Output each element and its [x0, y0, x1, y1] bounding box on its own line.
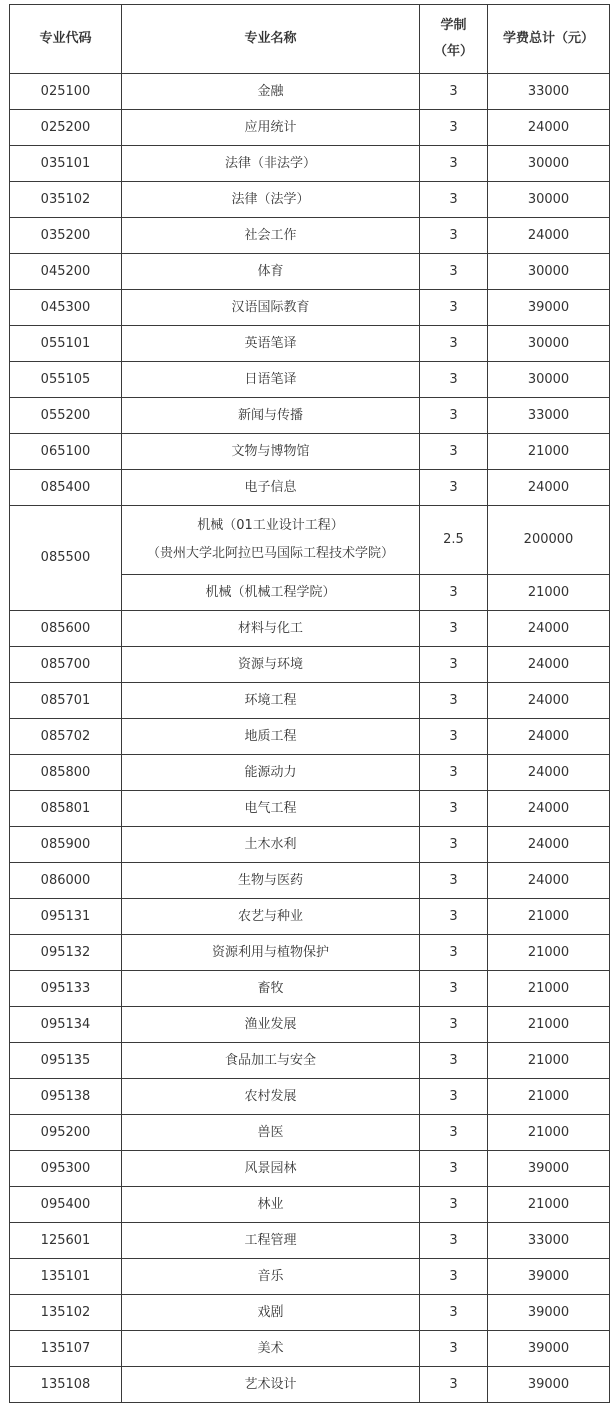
cell-duration: 3	[420, 863, 488, 899]
cell-fee: 39000	[488, 1259, 610, 1295]
cell-fee: 33000	[488, 398, 610, 434]
cell-fee: 21000	[488, 434, 610, 470]
cell-duration: 3	[420, 971, 488, 1007]
cell-fee: 24000	[488, 683, 610, 719]
header-row	[10, 5, 610, 74]
header-fee: 学费总计（元）	[488, 5, 610, 74]
cell-fee: 24000	[488, 719, 610, 755]
cell-code: 085400	[10, 470, 122, 506]
cell-fee: 200000	[488, 506, 610, 575]
table-row	[10, 110, 610, 146]
cell-name: 农村发展	[122, 1079, 420, 1115]
table-row	[10, 611, 610, 647]
cell-name: 音乐	[122, 1259, 420, 1295]
cell-fee: 21000	[488, 971, 610, 1007]
table-row-group	[10, 506, 610, 575]
cell-fee: 21000	[488, 1115, 610, 1151]
cell-duration: 3	[420, 575, 488, 611]
table-row	[10, 74, 610, 110]
cell-code: 135108	[10, 1367, 122, 1403]
table-row	[10, 326, 610, 362]
cell-name: 渔业发展	[122, 1007, 420, 1043]
cell-fee: 21000	[488, 899, 610, 935]
cell-name: 工程管理	[122, 1223, 420, 1259]
header-duration-line1: 学制	[440, 18, 467, 33]
cell-code: 025100	[10, 74, 122, 110]
table-row	[10, 935, 610, 971]
cell-code: 086000	[10, 863, 122, 899]
cell-name: 电气工程	[122, 791, 420, 827]
cell-name-line2: （贵州大学北阿拉巴马国际工程技术学院）	[146, 546, 394, 561]
cell-duration: 3	[420, 935, 488, 971]
table-row	[10, 398, 610, 434]
table-row	[10, 1043, 610, 1079]
cell-duration: 3	[420, 218, 488, 254]
cell-code: 085702	[10, 719, 122, 755]
cell-duration: 3	[420, 1151, 488, 1187]
cell-fee: 24000	[488, 755, 610, 791]
cell-fee: 21000	[488, 1043, 610, 1079]
cell-name: 生物与医药	[122, 863, 420, 899]
cell-fee: 21000	[488, 1187, 610, 1223]
cell-duration: 3	[420, 434, 488, 470]
cell-fee: 24000	[488, 611, 610, 647]
cell-code: 135102	[10, 1295, 122, 1331]
table-row	[10, 1295, 610, 1331]
cell-code: 085700	[10, 647, 122, 683]
table-row	[10, 434, 610, 470]
tuition-table	[9, 4, 610, 1403]
cell-code: 035200	[10, 218, 122, 254]
cell-fee: 30000	[488, 146, 610, 182]
cell-code: 095133	[10, 971, 122, 1007]
cell-code: 035102	[10, 182, 122, 218]
cell-code: 095131	[10, 899, 122, 935]
cell-fee: 21000	[488, 575, 610, 611]
cell-duration: 3	[420, 827, 488, 863]
cell-duration: 3	[420, 362, 488, 398]
cell-fee: 21000	[488, 1007, 610, 1043]
cell-duration: 3	[420, 470, 488, 506]
cell-duration: 3	[420, 74, 488, 110]
cell-duration: 3	[420, 1079, 488, 1115]
cell-duration: 3	[420, 1367, 488, 1403]
cell-fee: 24000	[488, 110, 610, 146]
cell-code: 085900	[10, 827, 122, 863]
cell-duration: 3	[420, 398, 488, 434]
cell-fee: 39000	[488, 1151, 610, 1187]
cell-duration: 3	[420, 611, 488, 647]
header-duration-line2: （年）	[433, 44, 473, 59]
table-row	[10, 290, 610, 326]
cell-code: 045300	[10, 290, 122, 326]
cell-name: 戏剧	[122, 1295, 420, 1331]
cell-name: 畜牧	[122, 971, 420, 1007]
cell-name: 资源利用与植物保护	[122, 935, 420, 971]
table-row	[10, 863, 610, 899]
cell-name: 金融	[122, 74, 420, 110]
table-row	[10, 1223, 610, 1259]
cell-duration: 2.5	[420, 506, 488, 575]
cell-name: 兽医	[122, 1115, 420, 1151]
cell-duration: 3	[420, 182, 488, 218]
cell-name: 电子信息	[122, 470, 420, 506]
cell-code: 135101	[10, 1259, 122, 1295]
header-code: 专业代码	[10, 5, 122, 74]
table-row	[10, 755, 610, 791]
cell-fee: 39000	[488, 1295, 610, 1331]
cell-duration: 3	[420, 1295, 488, 1331]
cell-name: 新闻与传播	[122, 398, 420, 434]
table-row	[10, 1331, 610, 1367]
header-name: 专业名称	[122, 5, 420, 74]
table-row	[10, 1187, 610, 1223]
cell-duration: 3	[420, 326, 488, 362]
cell-name: 法律（非法学）	[122, 146, 420, 182]
cell-duration: 3	[420, 647, 488, 683]
table-row	[10, 1079, 610, 1115]
cell-fee: 24000	[488, 647, 610, 683]
cell-code: 095400	[10, 1187, 122, 1223]
cell-code: 085600	[10, 611, 122, 647]
table-row	[10, 218, 610, 254]
cell-duration: 3	[420, 791, 488, 827]
cell-fee: 39000	[488, 290, 610, 326]
cell-code: 085800	[10, 755, 122, 791]
cell-code: 065100	[10, 434, 122, 470]
cell-code: 095134	[10, 1007, 122, 1043]
cell-duration: 3	[420, 110, 488, 146]
cell-name: 林业	[122, 1187, 420, 1223]
cell-code: 095135	[10, 1043, 122, 1079]
cell-name: 社会工作	[122, 218, 420, 254]
table-row	[10, 146, 610, 182]
table-row	[10, 827, 610, 863]
cell-name: 风景园林	[122, 1151, 420, 1187]
cell-name: 日语笔译	[122, 362, 420, 398]
cell-name: 农艺与种业	[122, 899, 420, 935]
cell-fee: 30000	[488, 326, 610, 362]
cell-name-multiline	[122, 506, 420, 575]
table-row	[10, 647, 610, 683]
cell-name: 材料与化工	[122, 611, 420, 647]
cell-name: 英语笔译	[122, 326, 420, 362]
cell-duration: 3	[420, 719, 488, 755]
table-row	[10, 719, 610, 755]
cell-code: 085701	[10, 683, 122, 719]
cell-name: 汉语国际教育	[122, 290, 420, 326]
cell-name: 法律（法学）	[122, 182, 420, 218]
cell-fee: 24000	[488, 863, 610, 899]
cell-code: 095200	[10, 1115, 122, 1151]
cell-duration: 3	[420, 1331, 488, 1367]
table-row	[10, 1007, 610, 1043]
cell-duration: 3	[420, 290, 488, 326]
cell-name: 资源与环境	[122, 647, 420, 683]
cell-fee: 30000	[488, 362, 610, 398]
cell-code: 125601	[10, 1223, 122, 1259]
cell-name: 体育	[122, 254, 420, 290]
cell-duration: 3	[420, 1223, 488, 1259]
cell-code: 025200	[10, 110, 122, 146]
cell-name: 机械（机械工程学院）	[122, 575, 420, 611]
table-row	[10, 971, 610, 1007]
table-row	[10, 1367, 610, 1403]
cell-fee: 24000	[488, 791, 610, 827]
table-row	[10, 470, 610, 506]
cell-duration: 3	[420, 1259, 488, 1295]
cell-code: 095132	[10, 935, 122, 971]
table-row	[10, 362, 610, 398]
header-duration	[420, 5, 488, 74]
cell-fee: 24000	[488, 827, 610, 863]
cell-code: 055101	[10, 326, 122, 362]
cell-code: 045200	[10, 254, 122, 290]
cell-code: 095300	[10, 1151, 122, 1187]
cell-name: 能源动力	[122, 755, 420, 791]
cell-duration: 3	[420, 899, 488, 935]
cell-code: 035101	[10, 146, 122, 182]
cell-name: 美术	[122, 1331, 420, 1367]
cell-code: 095138	[10, 1079, 122, 1115]
table-row	[10, 899, 610, 935]
cell-duration: 3	[420, 1187, 488, 1223]
cell-fee: 30000	[488, 254, 610, 290]
cell-fee: 33000	[488, 74, 610, 110]
cell-duration: 3	[420, 1043, 488, 1079]
cell-name: 地质工程	[122, 719, 420, 755]
table-row	[10, 1259, 610, 1295]
cell-duration: 3	[420, 1007, 488, 1043]
cell-name-line1: 机械（01工业设计工程）	[197, 518, 344, 533]
cell-fee: 39000	[488, 1331, 610, 1367]
cell-name: 环境工程	[122, 683, 420, 719]
cell-name: 应用统计	[122, 110, 420, 146]
cell-fee: 30000	[488, 182, 610, 218]
cell-duration: 3	[420, 1115, 488, 1151]
cell-duration: 3	[420, 254, 488, 290]
cell-fee: 21000	[488, 935, 610, 971]
cell-fee: 24000	[488, 470, 610, 506]
cell-code-merged: 085500	[10, 506, 122, 611]
cell-duration: 3	[420, 683, 488, 719]
cell-name: 食品加工与安全	[122, 1043, 420, 1079]
cell-code: 055200	[10, 398, 122, 434]
table-row	[10, 254, 610, 290]
cell-duration: 3	[420, 146, 488, 182]
cell-code: 085801	[10, 791, 122, 827]
table-row	[10, 182, 610, 218]
cell-fee: 39000	[488, 1367, 610, 1403]
table-row	[10, 683, 610, 719]
cell-name: 文物与博物馆	[122, 434, 420, 470]
table-row	[10, 791, 610, 827]
cell-name: 土木水利	[122, 827, 420, 863]
cell-duration: 3	[420, 755, 488, 791]
cell-fee: 33000	[488, 1223, 610, 1259]
table-row	[10, 1115, 610, 1151]
cell-code: 135107	[10, 1331, 122, 1367]
cell-fee: 24000	[488, 218, 610, 254]
cell-code: 055105	[10, 362, 122, 398]
cell-fee: 21000	[488, 1079, 610, 1115]
cell-name: 艺术设计	[122, 1367, 420, 1403]
table-row	[10, 1151, 610, 1187]
